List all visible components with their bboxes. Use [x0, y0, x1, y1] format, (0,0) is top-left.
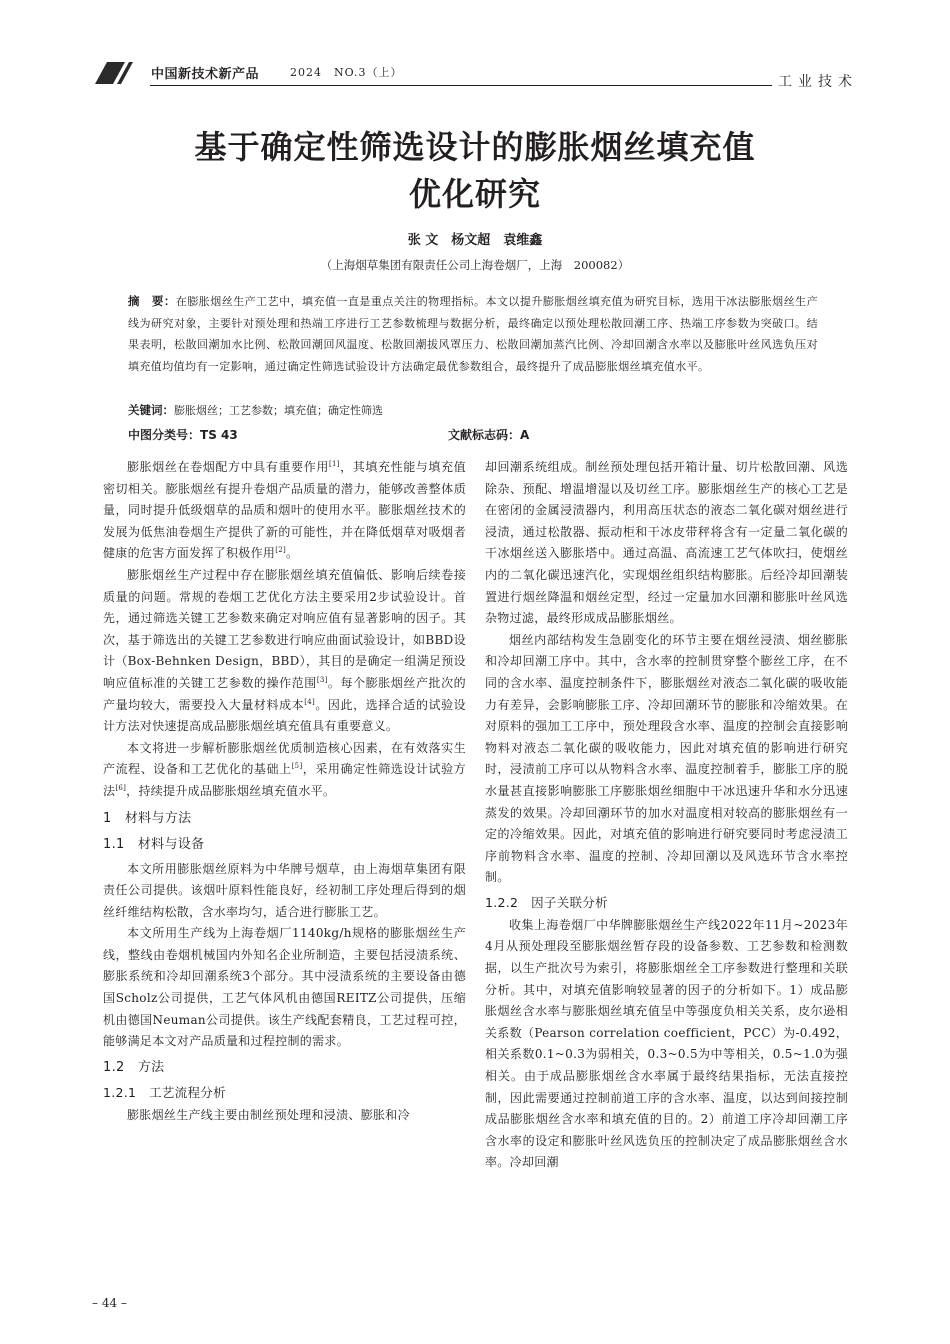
header-rule	[150, 85, 772, 86]
affiliation: （上海烟草集团有限责任公司上海卷烟厂，上海 200082）	[320, 258, 630, 272]
paragraph: 本文所用生产线为上海卷烟厂1140kg/h规格的膨胀烟丝生产线，整线由卷烟机械国内外知名企业所制造，主要包括浸渍系统、膨胀系统和冷却回潮系统3个部分。其中浸渍系统的主要设备由德国Scholz公司提供，工艺气体风机由德国REITZ公司提供，压缩机由德国Neuman公司提供。该生产线配套精良，工艺过程可控，能够满足本文对产品质量和过程控制的需求。	[103, 926, 466, 1049]
citation[interactable]: [1]	[328, 460, 340, 468]
subsubsection-heading: 1.2.2 因子关联分析	[485, 894, 608, 910]
citation[interactable]: [5]	[291, 762, 303, 771]
right-column	[485, 457, 848, 1174]
article-title-line2: 优化研究	[408, 175, 541, 213]
section-label: 工业技术	[778, 74, 858, 90]
clc-label: 中图分类号：	[128, 428, 201, 442]
paragraph: 收集上海卷烟厂中华牌膨胀烟丝生产线2022年11月~2023年4月从预处理段至膨胀烟丝暂存段的设备参数、工艺参数和检测数据，以生产批次号为索引，将膨胀烟丝全工序参数进行整理和关联分析。其中，对填充值影响较显著的因子的分析如下。1）成品膨胀烟丝含水率与膨胀烟丝填充值呈中等强度负相关关系，皮尔逊相关系数（Pearson correlation coefficient，PCC）为-0.492，相关系数0.1~0.3为弱相关，0.3~0.5为中等相关，0.5~1.0为强相关。由于成品膨胀烟丝含水率属于最终结果指标，无法直接控制，因此需要通过控制前道工序的含水率、温度，以达到间接控制成品膨胀烟丝含水率和填充值的目的。2）前道工序冷却回潮工序含水率的设定和膨胀叶丝风选负压的控制决定了成品膨胀烟丝含水率。冷却回潮	[485, 917, 848, 1170]
citation[interactable]: [4]	[304, 697, 316, 706]
clc-number	[128, 426, 238, 443]
doc-value: A	[520, 428, 530, 442]
page-number: – 44 –	[92, 1296, 127, 1310]
keywords-text: 膨胀烟丝；工艺参数；填充值；确定性筛选	[174, 404, 383, 417]
abstract	[128, 291, 818, 377]
authors: 张 文 杨文超 袁维鑫	[407, 233, 543, 248]
issue-number: 2024 NO.3（上）	[290, 66, 403, 79]
journal-logo-icon	[95, 62, 141, 84]
article-title-line1: 基于确定性筛选设计的膨胀烟丝填充值	[194, 128, 756, 166]
paragraph: 膨胀烟丝生产线主要由制丝预处理和浸渍、膨胀和冷	[127, 1107, 410, 1122]
clc-value: TS 43	[200, 428, 238, 442]
citation[interactable]: [6]	[115, 783, 127, 792]
abstract-text: 在膨胀烟丝生产工艺中，填充值一直是重点关注的物理指标。本文以提升膨胀烟丝填充值为研究目标，选用干冰法膨胀烟丝生产线为研究对象，主要针对预处理和热端工序进行工艺参数梳理与数据分析，最终确定以预处理松散回潮工序、热端工序参数为突破口。结果表明，松散回潮加水比例、松散回潮回风温度、松散回潮拔风罩压力、松散回潮加蒸汽比例、冷却回潮含水率以及膨胀叶丝风选负压对填充值均值均有一定影响，通过确定性筛选试验设计方法确定最优参数组合，最终提升了成品膨胀烟丝填充值水平。	[128, 295, 818, 373]
paragraph: 本文所用膨胀烟丝原料为中华牌号烟草，由上海烟草集团有限责任公司提供。该烟叶原料性能良好，经初制工序处理后得到的烟丝纤维结构松散，含水率均匀，适合进行膨胀工艺。	[103, 861, 466, 919]
document-code	[448, 426, 529, 443]
citation[interactable]: [2]	[275, 546, 287, 555]
paragraph: 本文将进一步解析膨胀烟丝优质制造核心因素，在有效落实生产流程、设备和工艺优化的基础上[5]，采用确定性筛选设计试验方法[6]，持续提升成品膨胀烟丝填充值水平。	[103, 740, 466, 798]
journal-name: 中国新技术新产品	[151, 67, 260, 82]
subsection-heading: 1.1 材料与设备	[103, 836, 205, 852]
paragraph: 却回潮系统组成。制丝预处理包括开箱计量、切片松散回潮、风选除杂、预配、增温增湿以及切丝工序。膨胀烟丝生产的核心工艺是在密闭的金属浸渍器内，利用高压状态的液态二氧化碳对烟丝进行浸渍，通过松散器、振动柜和干冰皮带秤将含有一定量二氧化碳的干冰烟丝送入膨胀塔中。通过高温、高流速工艺气体吹扫，使烟丝内的二氧化碳迅速汽化，实现烟丝组织结构膨胀。后经冷却回潮装置进行烟丝降温和烟丝定型，经过一定量加水回潮和膨胀叶丝风选杂物过滤，最终形成成品膨胀烟丝。	[485, 460, 848, 626]
citation[interactable]: [3]	[316, 675, 328, 684]
keywords-label: 关键词：	[128, 403, 174, 417]
section-heading: 1 材料与方法	[103, 810, 192, 826]
paragraph: 膨胀烟丝在卷烟配方中具有重要作用[1]，其填充性能与填充值密切相关。膨胀烟丝有提升卷烟产品质量的潜力，能够改善整体质量，同时提升低级烟草的品质和烟叶的使用水平。膨胀烟丝技术的发展为低焦油卷烟生产提供了新的可能性，并在降低烟草对吸烟者健康的危害方面发挥了积极作用[2]。	[103, 460, 466, 561]
doc-label: 文献标志码：	[448, 428, 521, 442]
keywords	[128, 402, 383, 418]
subsection-heading: 1.2 方法	[103, 1059, 165, 1075]
left-column	[103, 457, 466, 1126]
paragraph: 烟丝内部结构发生急剧变化的环节主要在烟丝浸渍、烟丝膨胀和冷却回潮工序中。其中，含水率的控制贯穿整个膨丝工序，在不同的含水率、温度控制条件下，膨胀烟丝对液态二氧化碳的吸收能力有差异，会影响膨胀工序、冷却回潮环节的膨胀和冷缩效果。在对原料的强加工工序中，预处理段含水率、温度的控制会直接影响物料对液态二氧化碳的吸收能力，因此对填充值的影响进行研究时，浸渍前工序可以从物料含水率、温度控制着手，膨胀工序的脱水量甚直接影响膨胀工序膨胀烟丝细胞中干冰迅速升华和水分迅速蒸发的效果。冷却回潮环节的加水对温度相对较高的膨胀烟丝有一定的冷缩效果。因此，对填充值的影响进行研究要同时考虑浸渍工序前物料含水率、温度的控制、冷却回潮以及风选环节含水率控制。	[485, 632, 848, 885]
abstract-label: 摘 要：	[128, 294, 176, 308]
subsubsection-heading: 1.2.1 工艺流程分析	[103, 1084, 226, 1100]
paragraph: 膨胀烟丝生产过程中存在膨胀烟丝填充值偏低、影响后续卷接质量的问题。常规的卷烟工艺优化方法主要采用2步试验设计。首先，通过筛选关键工艺参数来确定对响应值有显著影响的因子。其次，基于筛选出的关键工艺参数进行响应曲面试验设计，如BBD设计（Box-Behnken Design，BBD），其目的是确定一组满足预设响应值标准的关键工艺参数的操作范围[3]。每个膨胀烟丝产批次的产量均较大，需要投入大量材料成本[4]。因此，选择合适的试验设计方法对快速提高成品膨胀烟丝填充值具有重要意义。	[103, 567, 466, 734]
